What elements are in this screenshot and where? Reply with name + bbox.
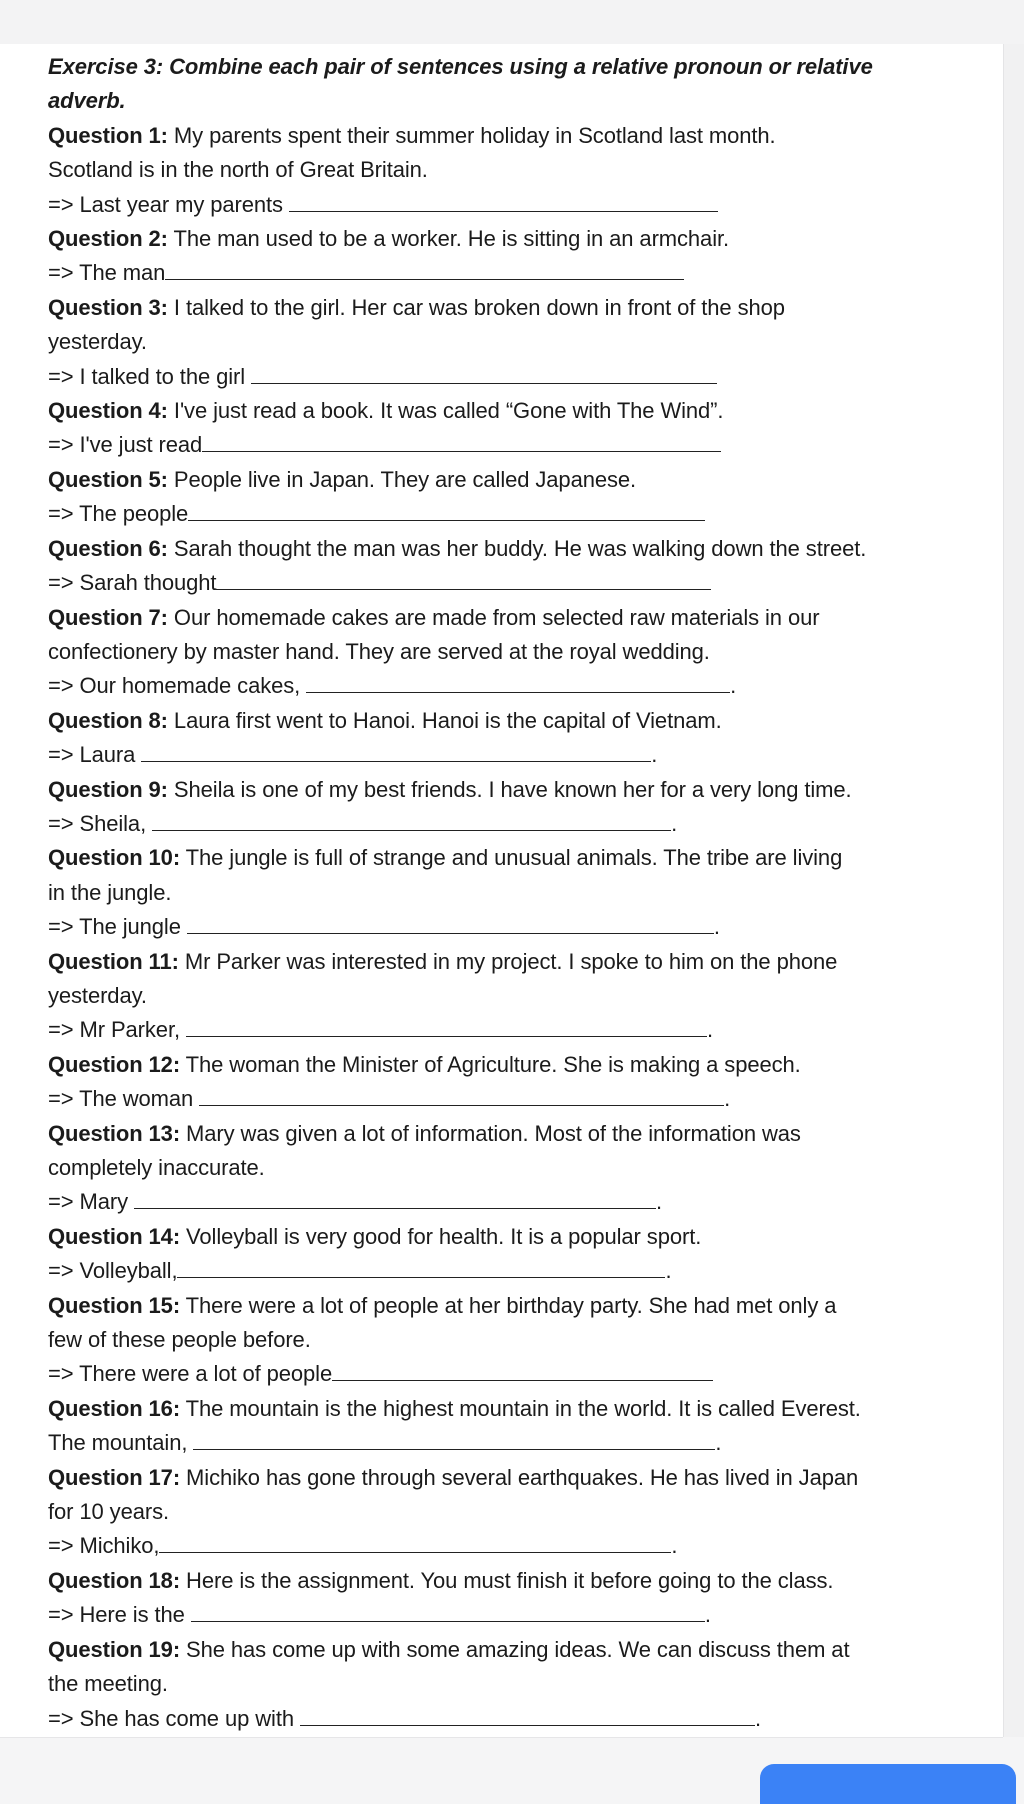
answer-prompt: => Mary (48, 1189, 135, 1215)
question-text: The mountain is the highest mountain in the world. It is called Everest. (180, 1395, 861, 1421)
answer-blank[interactable] (193, 1448, 715, 1450)
answer-blank[interactable] (165, 278, 684, 280)
question-line (48, 1220, 918, 1254)
answer-period: . (706, 1017, 713, 1043)
answer-blank[interactable] (152, 829, 671, 831)
question-line (48, 1289, 918, 1323)
answer-line (48, 738, 918, 772)
question-text: Mr Parker was interested in my project. I spoke to him on the phone (178, 948, 838, 974)
question-label: Question 5: (48, 466, 168, 492)
answer-blank[interactable] (141, 760, 651, 762)
answer-period: . (665, 1258, 672, 1284)
answer-line (48, 807, 918, 841)
answer-period: . (730, 673, 737, 699)
question-line (48, 463, 918, 497)
answer-period: . (671, 1533, 678, 1559)
answer-line (48, 910, 918, 944)
question-line (48, 945, 918, 979)
answer-prompt: => Last year my parents (48, 191, 289, 217)
question-label: Question 17: (48, 1464, 181, 1490)
scrollbar[interactable] (1003, 44, 1024, 1737)
answer-prompt: => Here is the (48, 1602, 191, 1628)
answer-prompt: => Sarah thought (48, 570, 217, 596)
answer-prompt: => There were a lot of people (48, 1361, 333, 1387)
question-label: Question 18: (48, 1567, 181, 1593)
question-text: Sarah thought the man was her buddy. He was walking down the street. (167, 535, 867, 561)
question-label: Question 13: (48, 1120, 181, 1146)
answer-line (48, 360, 918, 394)
question-label: Question 2: (48, 226, 168, 252)
question-text: Sheila is one of my best friends. I have known her for a very long time. (167, 776, 852, 802)
question-line (48, 841, 918, 875)
answer-blank[interactable] (216, 588, 711, 590)
question-text: Our homemade cakes are made from selected raw materials in our (167, 604, 820, 630)
question-line (48, 1392, 918, 1426)
answer-period: . (704, 1602, 711, 1628)
answer-period: . (656, 1189, 663, 1215)
answer-period: . (651, 742, 658, 768)
top-toolbar-area (0, 0, 1024, 45)
question-label: Question 15: (48, 1292, 181, 1318)
question-line (48, 532, 918, 566)
question-text-continued: confectionery by master hand. They are served at the royal wedding. (48, 638, 710, 664)
answer-blank[interactable] (187, 932, 714, 934)
question-label: Question 12: (48, 1051, 181, 1077)
question-label: Question 19: (48, 1636, 181, 1662)
question-text: The woman the Minister of Agriculture. She is making a speech. (180, 1051, 801, 1077)
answer-period: . (715, 1430, 722, 1456)
question-line (48, 119, 918, 153)
answer-prompt: => The people (48, 501, 189, 527)
answer-prompt: => The woman (48, 1086, 200, 1112)
answer-blank[interactable] (199, 1104, 724, 1106)
answer-blank[interactable] (306, 691, 730, 693)
question-line (48, 773, 918, 807)
answer-line (48, 669, 918, 703)
answer-prompt: => Mr Parker, (48, 1017, 186, 1043)
answer-line (48, 1254, 918, 1288)
question-text: Michiko has gone through several earthquakes. He has lived in Japan (180, 1464, 859, 1490)
answer-prompt: => Laura (48, 742, 142, 768)
question-line (48, 704, 918, 738)
question-text-continued: for 10 years. (48, 1499, 169, 1525)
answer-prompt: The mountain, (48, 1430, 194, 1456)
answer-line (48, 428, 918, 462)
question-label: Question 8: (48, 707, 168, 733)
answer-blank[interactable] (289, 210, 718, 212)
answer-blank[interactable] (134, 1207, 656, 1209)
answer-blank[interactable] (202, 450, 721, 452)
question-text-continued: Scotland is in the north of Great Britain. (48, 157, 428, 183)
answer-line (48, 1702, 918, 1736)
answer-period: . (713, 914, 720, 940)
answer-prompt: => Our homemade cakes, (48, 673, 307, 699)
question-label: Question 4: (48, 398, 168, 424)
question-text: There were a lot of people at her birthday party. She had met only a (180, 1292, 837, 1318)
answer-blank[interactable] (332, 1379, 713, 1381)
answer-prompt: => Sheila, (48, 810, 153, 836)
answer-period: . (671, 810, 678, 836)
question-text-continued: completely inaccurate. (48, 1155, 265, 1180)
answer-prompt: => Volleyball, (48, 1258, 178, 1284)
exercise-content (48, 50, 918, 1736)
answer-line (48, 1598, 918, 1632)
question-text: I talked to the girl. Her car was broken down in front of the shop (167, 294, 785, 320)
question-text: I've just read a book. It was called “Gone with The Wind”. (167, 398, 724, 424)
answer-prompt: => She has come up with (48, 1705, 300, 1731)
question-label: Question 3: (48, 294, 168, 320)
answer-blank[interactable] (177, 1276, 665, 1278)
question-text-continued: in the jungle. (48, 879, 172, 905)
answer-blank[interactable] (191, 1620, 705, 1622)
answer-line (48, 188, 918, 222)
question-text: My parents spent their summer holiday in Scotland last month. (167, 122, 776, 148)
question-text: The man used to be a worker. He is sitting in an armchair. (167, 226, 730, 252)
question-text: The jungle is full of strange and unusual animals. The tribe are living (180, 845, 843, 871)
question-line (48, 601, 918, 635)
question-line (48, 1048, 918, 1082)
answer-blank[interactable] (186, 1035, 707, 1037)
answer-line (48, 1185, 918, 1219)
answer-prompt: => The man (48, 260, 166, 286)
document-page (0, 44, 1003, 1738)
question-label: Question 6: (48, 535, 168, 561)
answer-line (48, 497, 918, 531)
question-text: Mary was given a lot of information. Most of the information was (180, 1120, 801, 1146)
exercise-title-line-2: adverb. (48, 88, 126, 114)
question-label: Question 14: (48, 1223, 181, 1249)
question-text: People live in Japan. They are called Japanese. (167, 466, 637, 492)
question-line (48, 291, 918, 325)
answer-line (48, 566, 918, 600)
question-text: Volleyball is very good for health. It is a popular sport. (180, 1223, 702, 1249)
question-label: Question 11: (48, 948, 179, 974)
question-line (48, 394, 918, 428)
answer-line (48, 256, 918, 290)
answer-prompt: => The jungle (48, 914, 187, 940)
question-text-continued: the meeting. (48, 1671, 168, 1697)
question-text: Laura first went to Hanoi. Hanoi is the capital of Vietnam. (167, 707, 722, 733)
question-text: She has come up with some amazing ideas. We can discuss them at (180, 1636, 850, 1662)
question-label: Question 9: (48, 776, 168, 802)
question-line (48, 1564, 918, 1598)
question-label: Question 7: (48, 604, 168, 630)
question-text: Here is the assignment. You must finish it before going to the class. (180, 1567, 834, 1593)
question-label: Question 16: (48, 1395, 181, 1421)
question-label: Question 10: (48, 845, 181, 871)
question-text-continued: few of these people before. (48, 1327, 311, 1353)
question-line (48, 1117, 918, 1151)
question-label: Question 1: (48, 122, 168, 148)
bottom-action-button[interactable] (760, 1764, 1016, 1804)
question-line (48, 222, 918, 256)
question-text-continued: yesterday. (48, 329, 147, 355)
answer-line (48, 1529, 918, 1563)
answer-period: . (754, 1705, 761, 1731)
answer-prompt: => Michiko, (48, 1533, 160, 1559)
answer-prompt: => I've just read (48, 432, 203, 458)
answer-line (48, 1082, 918, 1116)
answer-period: . (724, 1086, 731, 1112)
answer-blank[interactable] (251, 382, 717, 384)
answer-line (48, 1426, 918, 1460)
answer-line (48, 1357, 918, 1391)
answer-prompt: => I talked to the girl (48, 363, 252, 389)
question-line (48, 1461, 918, 1495)
answer-blank[interactable] (159, 1551, 671, 1553)
exercise-title-line-1: Exercise 3: Combine each pair of sentences using a relative pronoun or relative (48, 54, 873, 79)
answer-line (48, 1013, 918, 1047)
answer-blank[interactable] (188, 519, 705, 521)
question-text-continued: yesterday. (48, 982, 147, 1008)
answer-blank[interactable] (300, 1724, 755, 1726)
question-line (48, 1633, 918, 1667)
